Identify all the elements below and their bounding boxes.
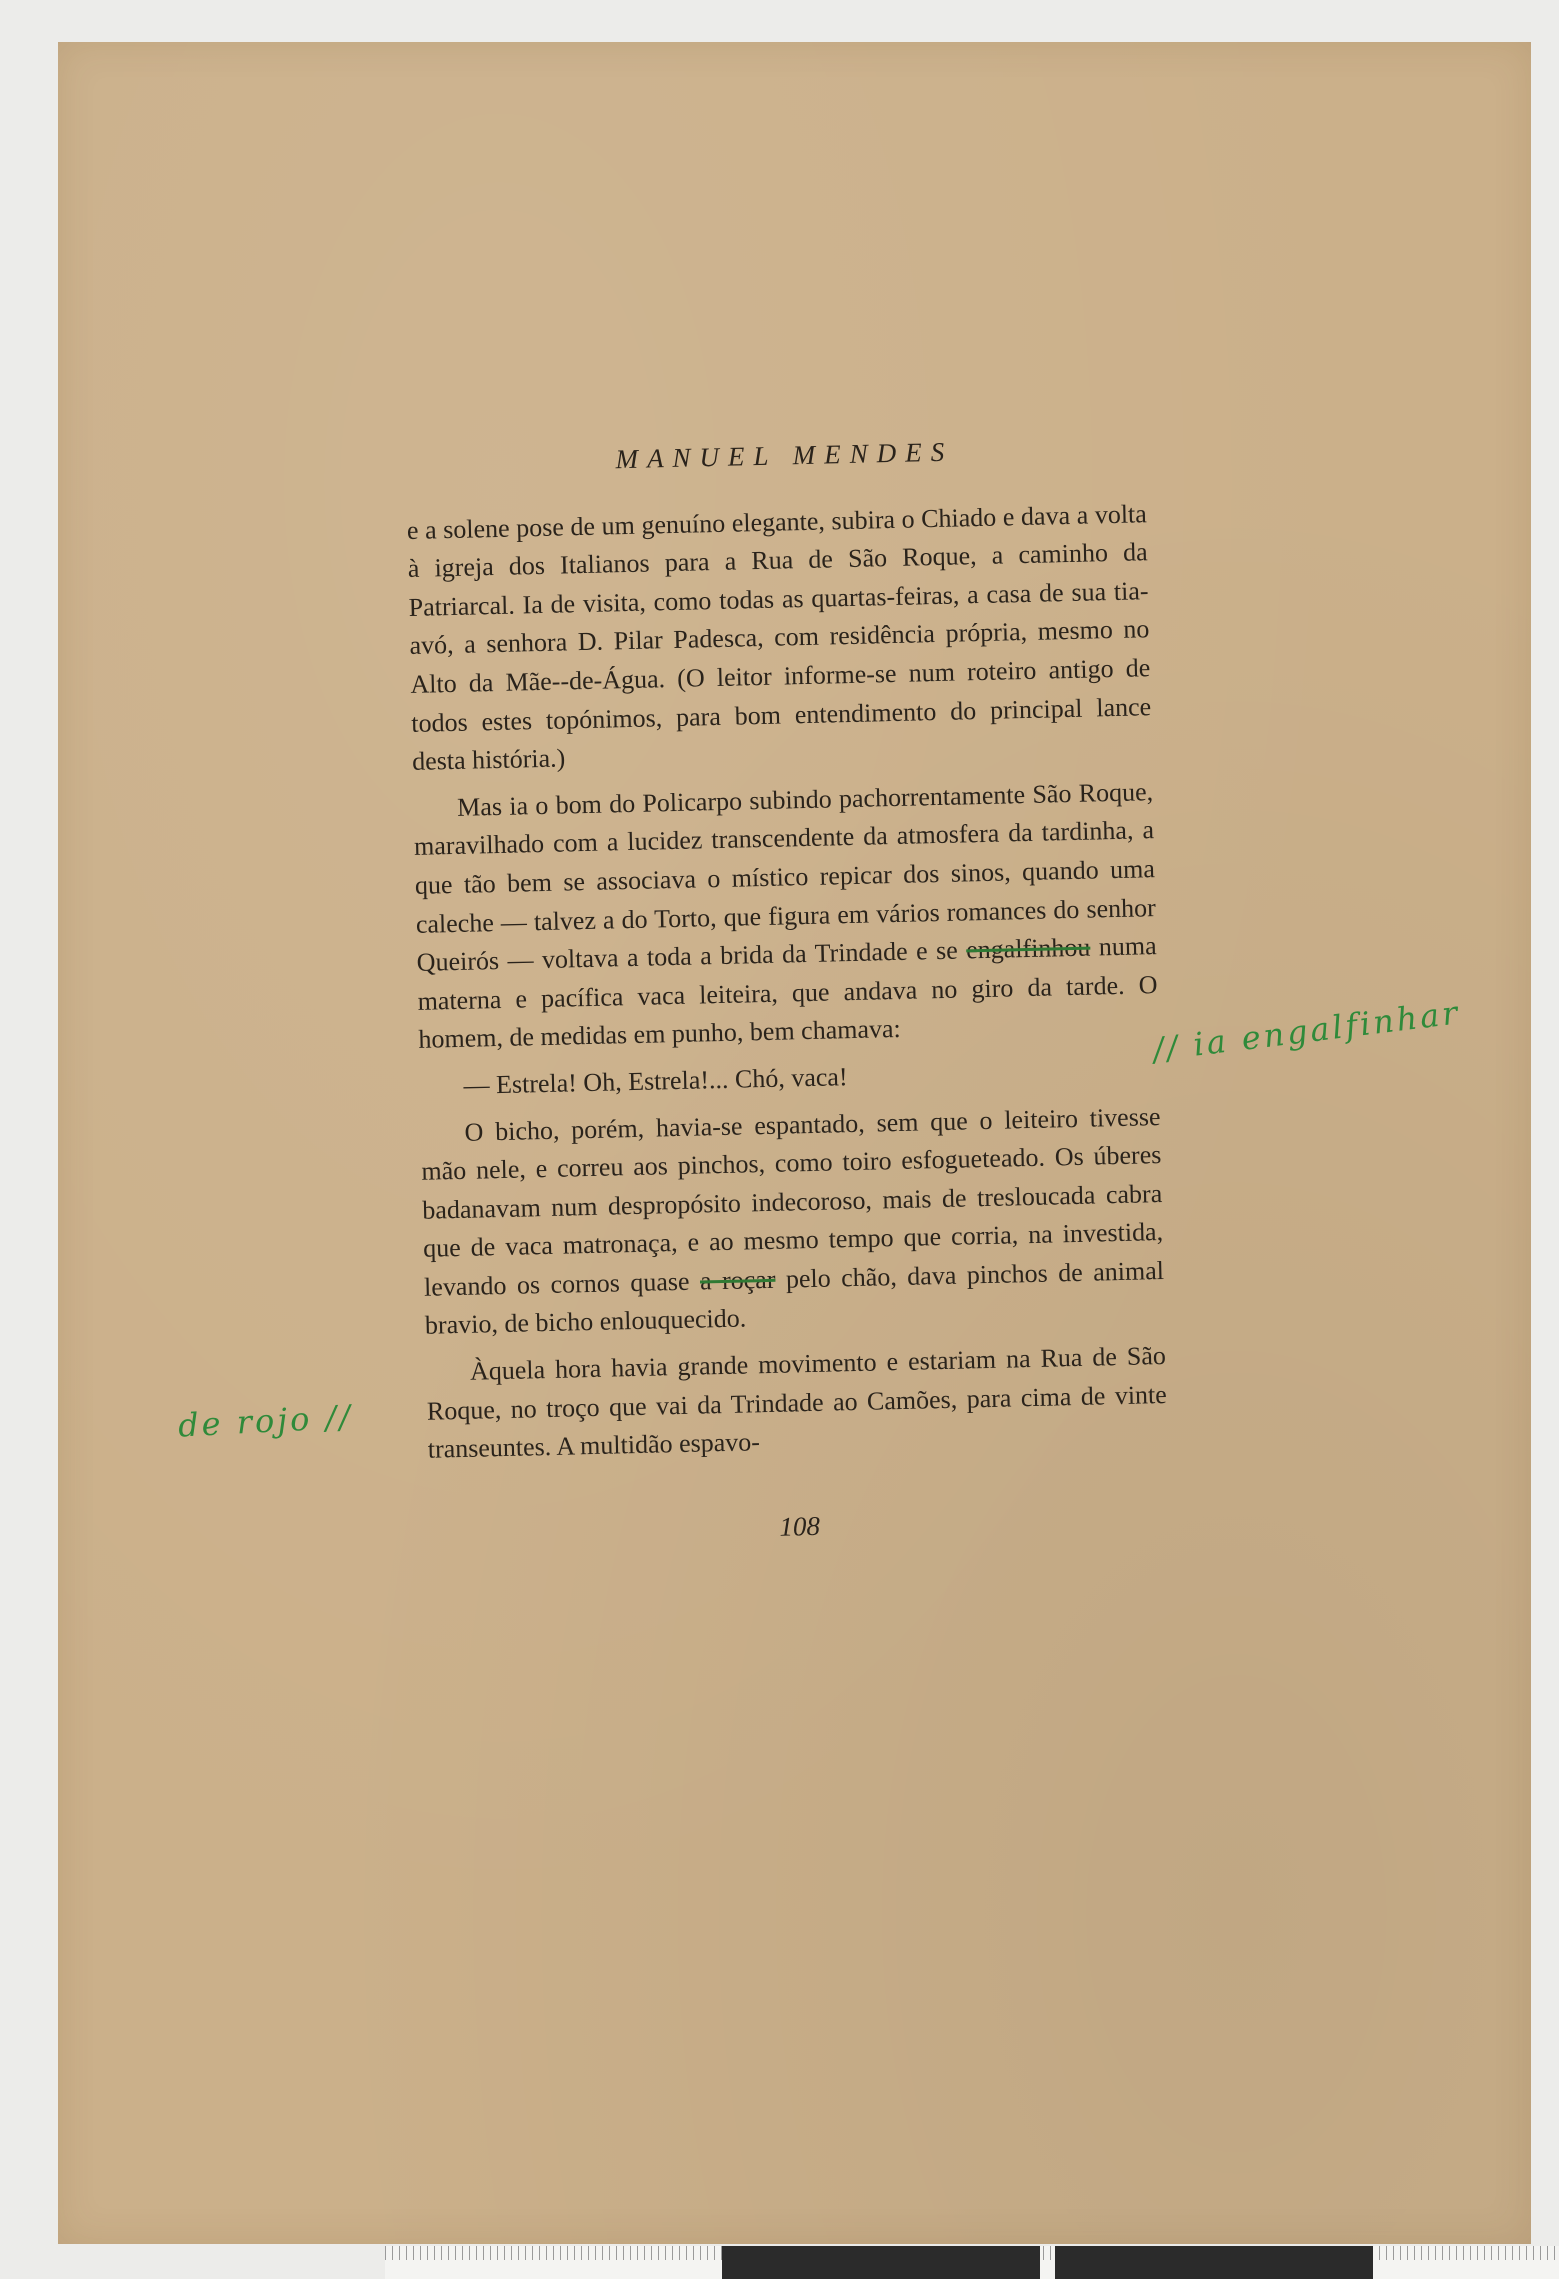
paragraph-4: [420, 1098, 1165, 1346]
struck-word-engalfinhou: engalfinhou: [965, 932, 1091, 965]
paragraph-4-before: O bicho, porém, havia-se espantado, sem que o leiteiro tivesse mão nele, e correu aos pinchos, como toiro esfoguetеado. Os úberes badanavam num despropósito indecoroso, mais de tresloucada cabra que de vaca matronaça, e ao mesmo tempo que corria, na investida, levando os cornos quase: [421, 1101, 1164, 1302]
page-number: 108: [779, 1510, 821, 1542]
ruler-block-dark: [1055, 2246, 1373, 2279]
page-content: [405, 428, 1170, 1554]
paragraph-2-before: Mas ia o bom do Policarpo subindo pachorrentamente São Roque, maravilhado com a lucidez transcendente da atmosfera da tardinha, a que tão bem se associava o místico repicar dos sinos, quando uma caleche — talvez a do Torto, que figura em vários romances do senhor Queirós — voltava a toda a brida da Trindade e se: [413, 776, 1157, 977]
paragraph-2-after: numa materna e pacífica vaca leiteira, que andava no giro da tarde. O homem, de medidas em punho, bem chamava:: [417, 931, 1158, 1055]
paragraph-2: [413, 773, 1159, 1060]
paragraph-1: e a solene pose de um genuíno elegante, subira o Chiado e dava a volta à igreja dos Italianos para a Rua de São Roque, a caminho da Patriarcal. Ia de visita, como todas as quartas-feiras, a casa de sua tia-avó, a senhora D. Pilar Padesca, com residência própria, mesmo no Alto da Mãe--de-Água. (O leitor informe-se num roteiro antigo de todos estes topónimos, para bom entendimento do principal lance desta história.): [406, 498, 1152, 777]
margin-annotation-left: de rojo //: [177, 1397, 354, 1445]
struck-phrase-a-rocar: a roçar: [699, 1264, 776, 1296]
paragraph-5: Àquela hora havia grande movimento e estariam na Rua de São Roque, no troço que vai da Trindade ao Camões, para cima de vinte transeuntes. A multidão espavo-: [426, 1341, 1168, 1464]
body-text: [407, 495, 1169, 1470]
paragraph-3-dialogue: — Estrela! Oh, Estrela!... Chó, vaca!: [463, 1062, 848, 1100]
running-head: MANUEL MENDES: [615, 436, 954, 475]
ruler-block-dark: [722, 2246, 1040, 2279]
margin-annotation-right: // ia engalfinhar: [1150, 993, 1463, 1069]
paragraph-4-after: pelo chão, dava pinchos de animal bravio, de bicho enlouquecido.: [424, 1255, 1165, 1341]
